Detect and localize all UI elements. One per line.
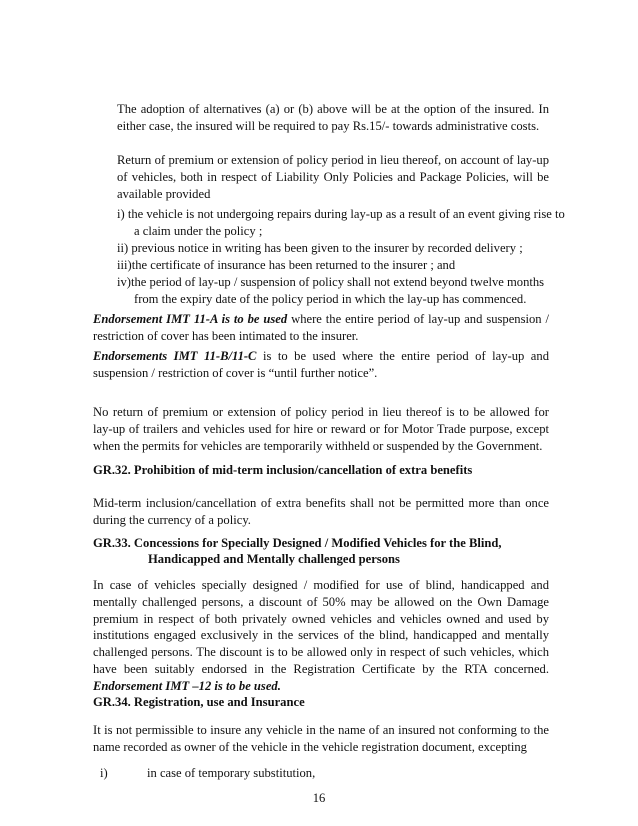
condition-number: iii) xyxy=(117,258,132,272)
paragraph-gr34: It is not permissible to insure any vehicle in the name of an insured not conforming to the name recorded as owner of the vehicle in the vehicle registration document, excepting xyxy=(93,723,549,754)
paragraph-alternatives: The adoption of alternatives (a) or (b) above will be at the option of the insured. In either case, the insured will be required to pay Rs.15/- towards administrative costs. xyxy=(117,102,549,133)
heading-gr32: GR.32. Prohibition of mid-term inclusion/cancellation of extra benefits xyxy=(93,463,473,477)
paragraph-gr33 xyxy=(93,577,549,695)
paragraph-gr33-text: In case of vehicles specially designed / modified for use of blind, handicapped and mentally challenged persons, a discount of 50% may be allowed on the Own Damage premium in respect of both privately owned vehicles and vehicles owned and used by institutions engaged exclusively in the services of the blind, handicapped and mentally challenged persons. The discount is to be allowed only in respect of such vehicles, which have been suitably endorsed in the Registration Certificate by the RTA concerned. xyxy=(93,578,549,676)
condition-item-1 xyxy=(117,206,566,240)
heading-gr34: GR.34. Registration, use and Insurance xyxy=(93,695,305,709)
gr34-item-text: in case of temporary substitution, xyxy=(147,766,316,780)
condition-number: ii) xyxy=(117,241,129,255)
condition-text: the certificate of insurance has been returned to the insurer ; and xyxy=(131,258,456,272)
paragraph-imt-11a xyxy=(93,311,549,345)
condition-text: previous notice in writing has been given to the insurer by recorded delivery ; xyxy=(128,241,523,255)
paragraph-return-of-premium: Return of premium or extension of policy period in lieu thereof, on account of lay-up of vehicles, both in respect of Liability Only Policies and Package Policies, will be available provided xyxy=(117,153,549,201)
condition-number: iv) xyxy=(117,275,131,289)
endorsement-imt-12: Endorsement IMT –12 is to be used. xyxy=(93,678,281,693)
condition-item-4 xyxy=(117,274,566,308)
paragraph-imt-11b-11c-text: is to be used where the entire period of lay-up and suspension / restriction of cover is “until further notice”. xyxy=(93,349,549,380)
endorsement-imt-11b-11c: Endorsements IMT 11-B/11-C xyxy=(93,349,257,363)
paragraph-gr32: Mid-term inclusion/cancellation of extra benefits shall not be permitted more than once during the currency of a policy. xyxy=(93,496,549,527)
endorsement-imt-11a: Endorsement IMT 11-A is to be used xyxy=(93,312,288,326)
condition-item-2 xyxy=(117,240,566,257)
paragraph-imt-11b-11c xyxy=(93,348,549,382)
paragraph-no-return: No return of premium or extension of policy period in lieu thereof is to be allowed for lay-up of trailers and vehicles used for hire or reward or for Motor Trade purpose, except when the permits for vehicles are temporarily withheld or suspended by the Government. xyxy=(93,405,549,453)
condition-text: the period of lay-up / suspension of policy shall not extend beyond twelve months from the expiry date of the policy period in which the lay-up has commenced. xyxy=(131,275,545,306)
condition-item-3 xyxy=(117,257,566,274)
condition-number: i) xyxy=(117,207,125,221)
heading-gr33-line2: Handicapped and Mentally challenged persons xyxy=(148,552,400,566)
gr34-item-number: i) xyxy=(100,766,108,780)
page-number: 16 xyxy=(312,791,326,805)
paragraph-imt-11a-text: where the entire period of lay-up and suspension / restriction of cover has been intimated to the insurer. xyxy=(93,312,549,343)
condition-text: the vehicle is not undergoing repairs during lay-up as a result of an event giving rise to a claim under the policy ; xyxy=(124,207,565,238)
heading-gr33-line1: GR.33. Concessions for Specially Designed / Modified Vehicles for the Blind, xyxy=(93,536,502,550)
